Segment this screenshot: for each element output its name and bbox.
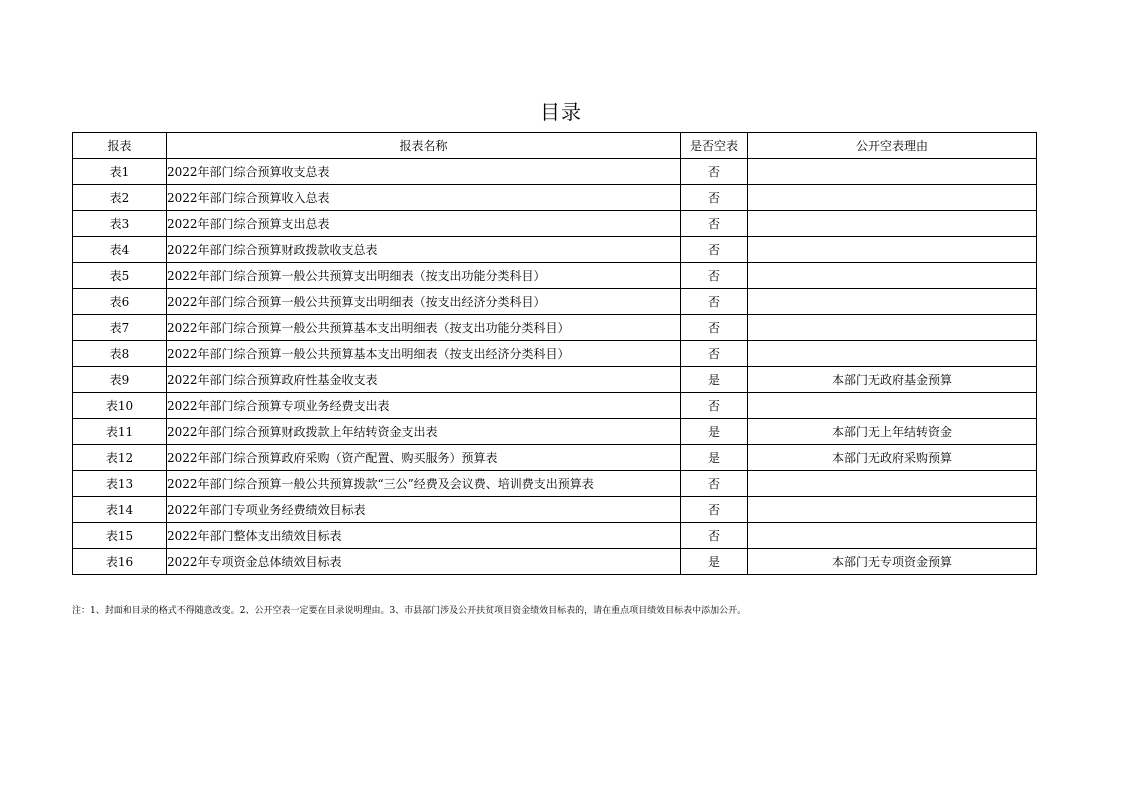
is-empty: 否	[681, 185, 748, 211]
empty-reason	[748, 471, 1037, 497]
report-name: 2022年部门综合预算政府采购（资产配置、购买服务）预算表	[167, 445, 681, 471]
empty-reason: 本部门无专项资金预算	[748, 549, 1037, 575]
is-empty: 是	[681, 549, 748, 575]
empty-reason	[748, 263, 1037, 289]
report-id: 表10	[73, 393, 167, 419]
report-id: 表6	[73, 289, 167, 315]
header-empty-reason: 公开空表理由	[748, 133, 1037, 159]
report-id: 表5	[73, 263, 167, 289]
report-id: 表4	[73, 237, 167, 263]
header-report-name: 报表名称	[167, 133, 681, 159]
empty-reason	[748, 341, 1037, 367]
table-row	[73, 289, 1037, 315]
table-row	[73, 445, 1037, 471]
empty-reason	[748, 237, 1037, 263]
empty-reason	[748, 211, 1037, 237]
report-name: 2022年部门综合预算专项业务经费支出表	[167, 393, 681, 419]
is-empty: 否	[681, 315, 748, 341]
empty-reason	[748, 393, 1037, 419]
report-name: 2022年部门专项业务经费绩效目标表	[167, 497, 681, 523]
header-report: 报表	[73, 133, 167, 159]
is-empty: 是	[681, 419, 748, 445]
report-id: 表8	[73, 341, 167, 367]
report-name: 2022年部门综合预算一般公共预算拨款“三公”经费及会议费、培训费支出预算表	[167, 471, 681, 497]
table-row	[73, 341, 1037, 367]
is-empty: 否	[681, 211, 748, 237]
is-empty: 否	[681, 341, 748, 367]
table-row	[73, 315, 1037, 341]
report-name: 2022年专项资金总体绩效目标表	[167, 549, 681, 575]
report-id: 表14	[73, 497, 167, 523]
is-empty: 是	[681, 367, 748, 393]
empty-reason	[748, 497, 1037, 523]
empty-reason	[748, 159, 1037, 185]
catalog-table	[72, 132, 1037, 575]
is-empty: 是	[681, 445, 748, 471]
table-row	[73, 549, 1037, 575]
report-name: 2022年部门综合预算收入总表	[167, 185, 681, 211]
is-empty: 否	[681, 263, 748, 289]
table-row	[73, 237, 1037, 263]
empty-reason	[748, 289, 1037, 315]
is-empty: 否	[681, 289, 748, 315]
report-name: 2022年部门综合预算财政拨款收支总表	[167, 237, 681, 263]
table-row	[73, 419, 1037, 445]
table-row	[73, 159, 1037, 185]
footnote: 注：1、封面和目录的格式不得随意改变。2、公开空表一定要在目录说明理由。3、市县部门涉及公开扶贫项目资金绩效目标表的，请在重点项目绩效目标表中添加公开。	[72, 606, 747, 616]
empty-reason	[748, 185, 1037, 211]
report-id: 表12	[73, 445, 167, 471]
is-empty: 否	[681, 497, 748, 523]
is-empty: 否	[681, 393, 748, 419]
report-id: 表13	[73, 471, 167, 497]
page-title: 目录	[540, 100, 582, 124]
is-empty: 否	[681, 523, 748, 549]
report-name: 2022年部门整体支出绩效目标表	[167, 523, 681, 549]
report-name: 2022年部门综合预算收支总表	[167, 159, 681, 185]
table-row	[73, 497, 1037, 523]
report-id: 表3	[73, 211, 167, 237]
empty-reason	[748, 523, 1037, 549]
header-is-empty: 是否空表	[681, 133, 748, 159]
report-name: 2022年部门综合预算政府性基金收支表	[167, 367, 681, 393]
report-id: 表1	[73, 159, 167, 185]
table-row	[73, 263, 1037, 289]
empty-reason: 本部门无政府采购预算	[748, 445, 1037, 471]
report-id: 表9	[73, 367, 167, 393]
report-id: 表15	[73, 523, 167, 549]
report-id: 表2	[73, 185, 167, 211]
report-id: 表7	[73, 315, 167, 341]
table-row	[73, 211, 1037, 237]
report-name: 2022年部门综合预算一般公共预算基本支出明细表（按支出经济分类科目）	[167, 341, 681, 367]
table-row	[73, 393, 1037, 419]
table-row	[73, 471, 1037, 497]
report-name: 2022年部门综合预算支出总表	[167, 211, 681, 237]
is-empty: 否	[681, 237, 748, 263]
report-id: 表11	[73, 419, 167, 445]
table-header-row	[73, 133, 1037, 159]
is-empty: 否	[681, 471, 748, 497]
table-row	[73, 185, 1037, 211]
report-name: 2022年部门综合预算一般公共预算支出明细表（按支出经济分类科目）	[167, 289, 681, 315]
empty-reason	[748, 315, 1037, 341]
report-id: 表16	[73, 549, 167, 575]
report-name: 2022年部门综合预算一般公共预算支出明细表（按支出功能分类科目）	[167, 263, 681, 289]
is-empty: 否	[681, 159, 748, 185]
table-row	[73, 367, 1037, 393]
table-row	[73, 523, 1037, 549]
report-name: 2022年部门综合预算一般公共预算基本支出明细表（按支出功能分类科目）	[167, 315, 681, 341]
empty-reason: 本部门无上年结转资金	[748, 419, 1037, 445]
report-name: 2022年部门综合预算财政拨款上年结转资金支出表	[167, 419, 681, 445]
empty-reason: 本部门无政府基金预算	[748, 367, 1037, 393]
